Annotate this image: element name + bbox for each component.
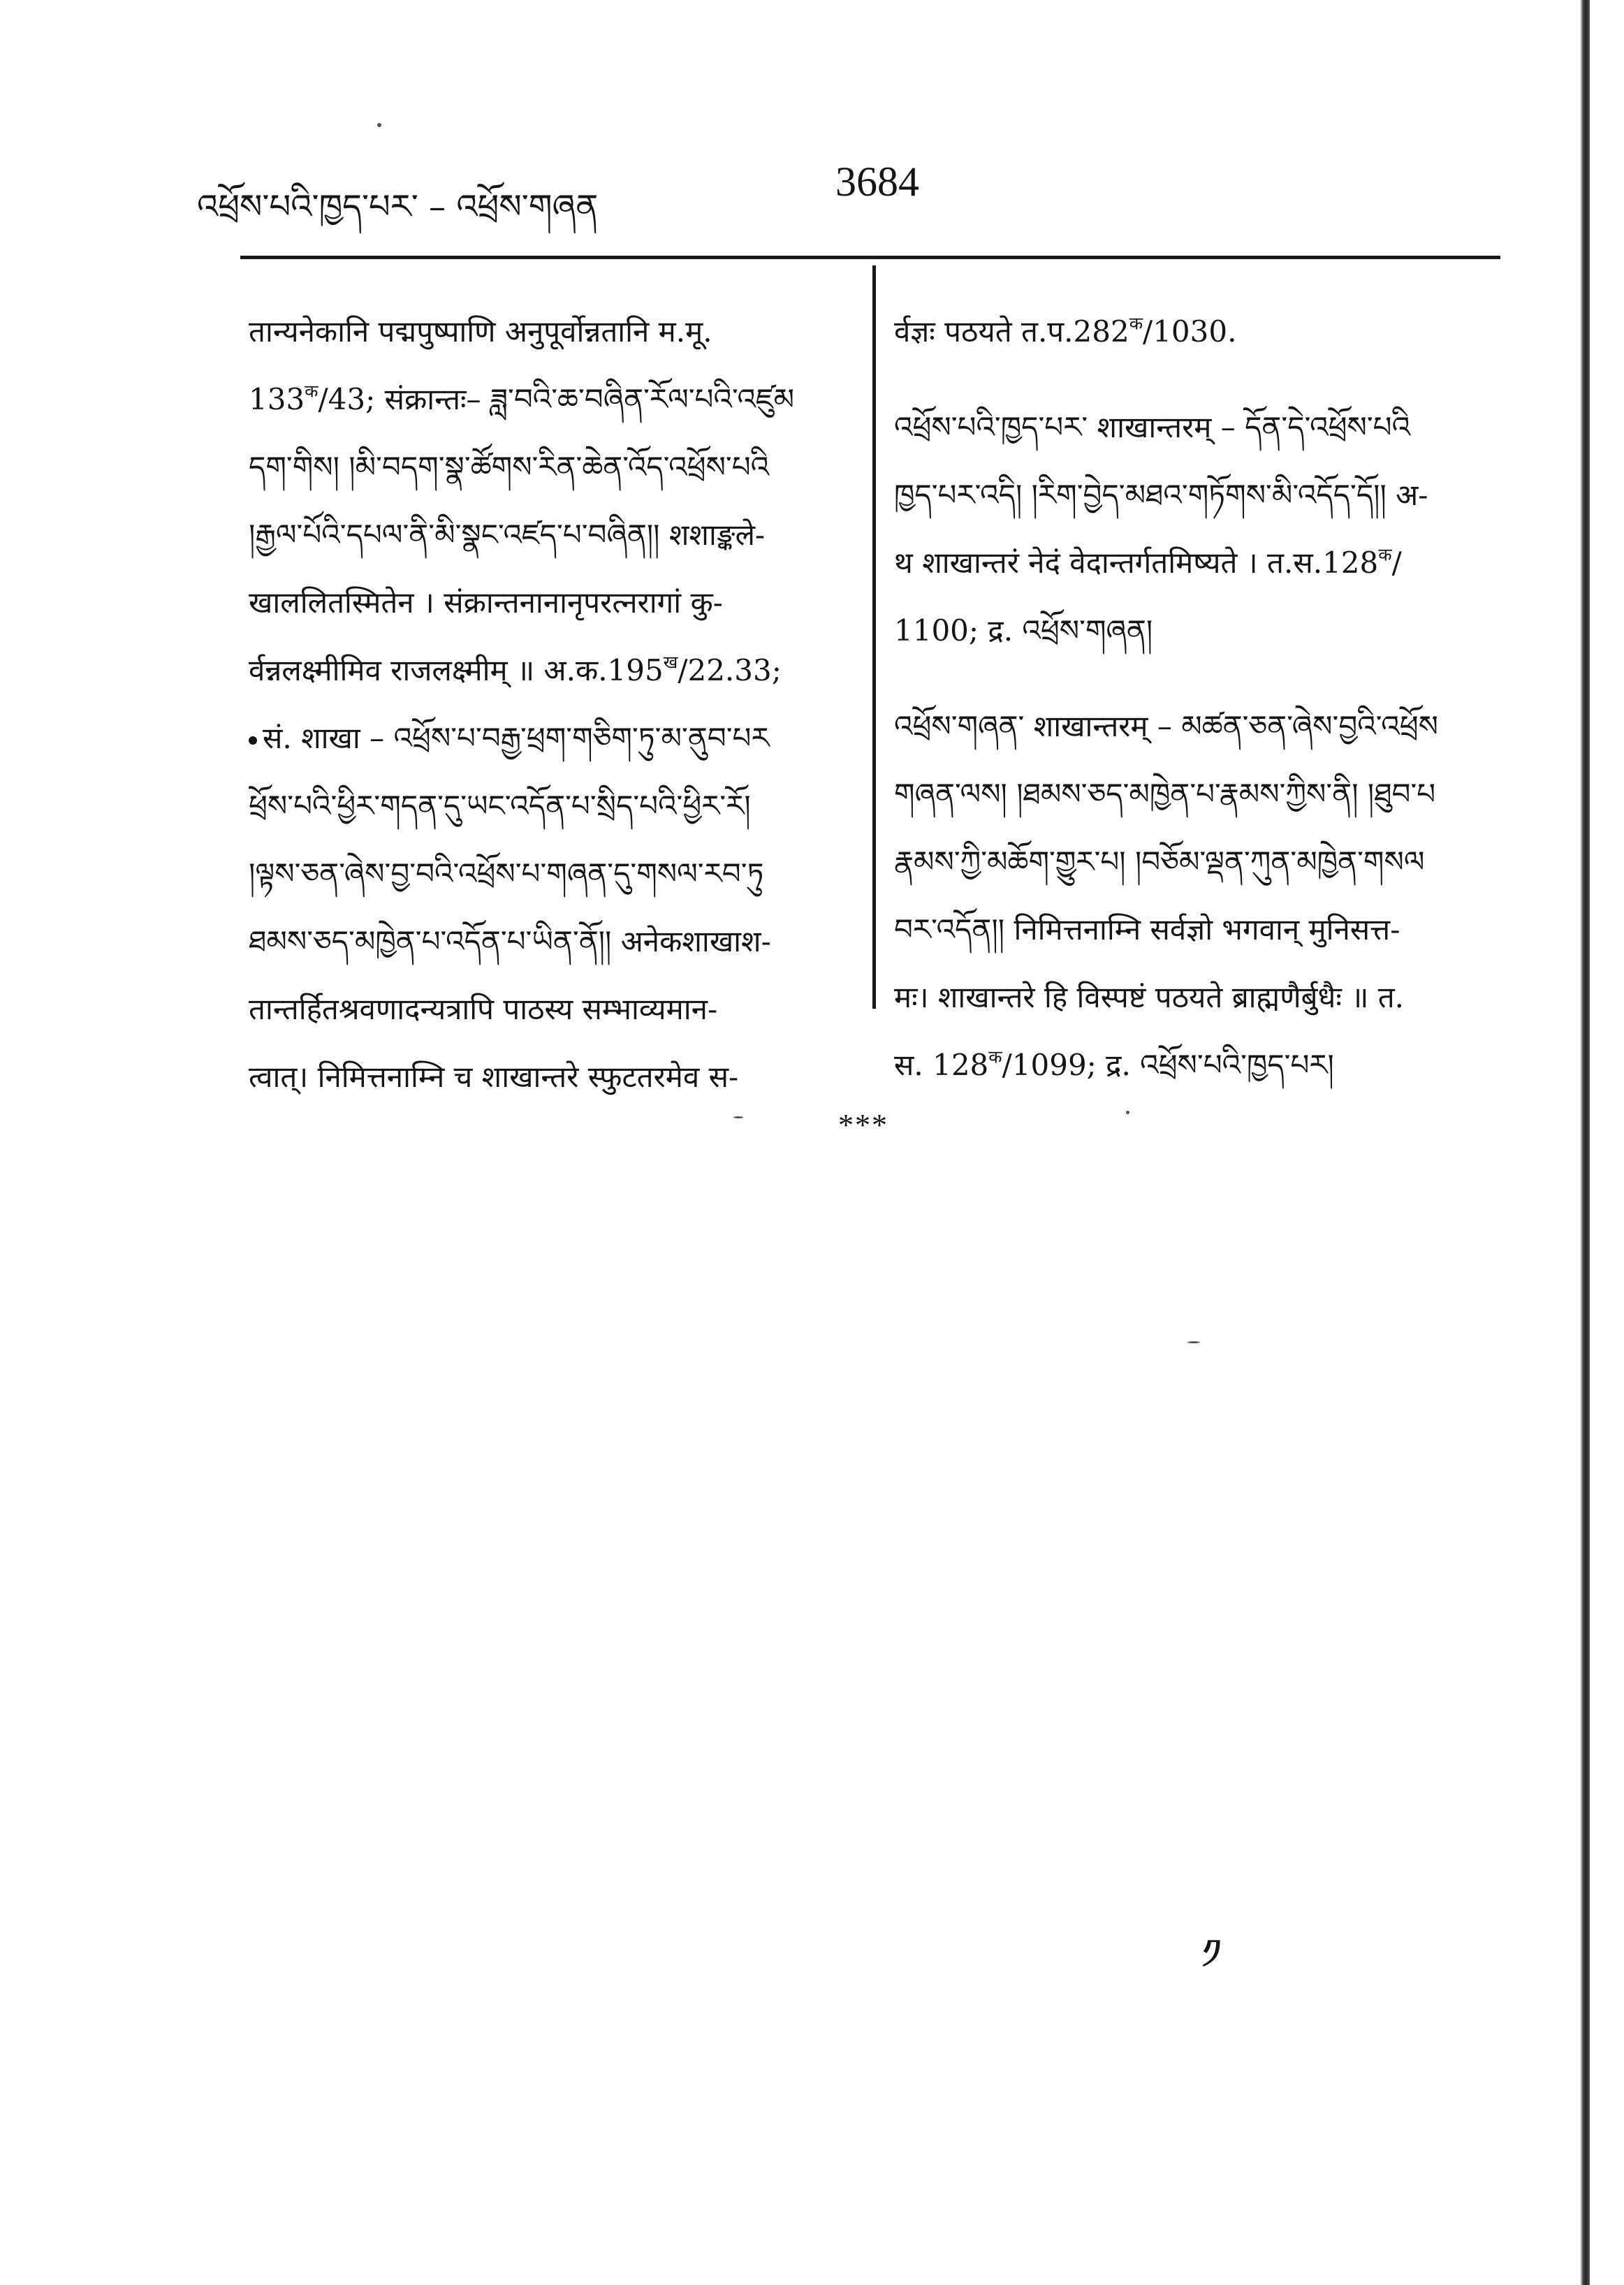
scan-speck	[377, 123, 381, 127]
end-of-section-mark: ***	[838, 1108, 888, 1142]
line-text-continued: /1099; द्र. འཕྲོས་པའི་ཁྱད་པར།	[1002, 1048, 1334, 1082]
text-line	[249, 433, 849, 501]
scan-speck	[1187, 1341, 1200, 1343]
line-text: དག་གིས། །མི་བདག་སྣ་ཚོགས་རིན་ཆེན་འོད་འཕྲོས་པའི	[249, 450, 770, 484]
line-text: །རྒྱལ་པོའི་དཔལ་ནི་མི་སྣང་འཛད་པ་བཞིན།། शशाङ्कले-	[249, 518, 766, 552]
text-line	[894, 461, 1509, 529]
line-text: །ལྟས་ཅན་ཞེས་བྱ་བའི་འཕྲོས་པ་གཞན་དུ་གསལ་རབ་ཏུ	[249, 856, 764, 891]
paragraph-gap	[894, 365, 1509, 393]
paragraph-gap	[894, 664, 1509, 692]
line-text-continued: /1030.	[1143, 314, 1237, 349]
column-divider	[872, 265, 876, 1009]
line-text-continued: /	[1391, 546, 1402, 580]
line-text: འཕྲོས་གཞན་ शाखान्तरम् – མཚན་ཅན་ཞེས་བྱའི་འཕྲོས	[894, 709, 1439, 743]
line-text: थ शाखान्तरं नेदं वेदान्तर्गतमिष्यते । त.स.128	[894, 546, 1379, 580]
scan-speck	[733, 1116, 743, 1118]
text-line	[894, 760, 1509, 828]
text-line	[249, 907, 849, 975]
line-text: स. 128	[894, 1048, 989, 1082]
line-text-continued: /22.33;	[678, 653, 782, 687]
text-line	[894, 963, 1509, 1031]
line-text: र्वन्नलक्ष्मीमिव राजलक्ष्मीम् ॥ अ.क.195	[249, 653, 664, 687]
text-line	[894, 393, 1509, 461]
text-line	[249, 1043, 849, 1111]
line-text: གཞན་ལས། །ཐམས་ཅད་མཁྱེན་པ་རྣམས་ཀྱིས་ནི། །ཐུབ་པ	[894, 777, 1436, 811]
line-text: खाललितस्मितेन । संक्रान्तनानानृपरत्नरागां कु-	[249, 585, 723, 620]
text-line	[894, 1031, 1509, 1099]
line-text: བར་འདོན།། निमित्तनाम्नि सर्वज्ञो भगवान् मुनिसत्त-	[894, 912, 1400, 947]
text-line	[249, 704, 849, 772]
line-text: र्वज्ञः पठयते त.प.282	[894, 314, 1129, 349]
page-number: 3684	[835, 159, 919, 205]
handwritten-mark: ༡	[1201, 1930, 1222, 1979]
line-text: त्वात्। निमित्तनाम्नि च शाखान्तरे स्फुटतरमेव स-	[249, 1060, 739, 1094]
line-text: मः। शाखान्तरे हि विस्पष्टं पठयते ब्राह्मणैर्बुधैः ॥ त.	[894, 980, 1405, 1014]
text-line	[249, 772, 849, 840]
text-line	[249, 840, 849, 907]
superscript: क	[1378, 544, 1392, 565]
text-line	[249, 365, 849, 433]
line-text: ཕྲོས་པའི་ཕྱིར་གདན་དུ་ཡང་འདོན་པ་སྲིད་པའི་ཕྱིར་རོ།	[249, 789, 751, 823]
line-text: 133	[249, 382, 305, 416]
left-column	[249, 298, 849, 1111]
text-line	[894, 896, 1509, 963]
text-line	[249, 298, 849, 365]
line-text: ཐམས་ཅད་མཁྱེན་པ་འདོན་པ་ཡིན་ནོ།། अनेकशाखाश-	[249, 924, 771, 958]
text-line	[249, 501, 849, 569]
line-text: རྣམས་ཀྱི་མཆོག་གྱུར་པ། །བཅོམ་ལྡན་ཀུན་མཁྱེན་གསལ	[894, 845, 1425, 879]
line-text: सं. शाखा – འཕྲོས་པ་བརྒྱ་ཕྲག་གཅིག་ཏུ་མ་ནུབ་པར	[263, 721, 770, 755]
text-line	[894, 298, 1509, 365]
text-line	[894, 828, 1509, 896]
text-line	[249, 569, 849, 636]
line-text: तान्तर्हितश्रवणादन्यत्रापि पाठस्य सम्भाव्यमान-	[249, 992, 718, 1026]
line-text: འཕྲོས་པའི་ཁྱད་པར་ शाखान्तरम् – དོན་དེ་འཕྲོས་པའི	[894, 410, 1411, 444]
line-text: ཁྱད་པར་འདི། །རིག་བྱེད་མཐའ་གཏོགས་མི་འདོད་དོ།། अ-	[894, 478, 1428, 512]
superscript: क	[988, 1046, 1002, 1067]
text-line	[894, 597, 1509, 664]
bullet-icon	[249, 736, 257, 745]
text-line	[249, 636, 849, 704]
text-line	[894, 692, 1509, 760]
binding-edge	[1580, 0, 1590, 2285]
header-rule	[240, 256, 1500, 259]
line-text-continued: /43; संक्रान्तः– ཟླ་བའི་ཆ་བཞིན་རོལ་པའི་འཛུམ	[318, 382, 795, 416]
line-text: तान्यनेकानि पद्मपुष्पाणि अनुपूर्वोन्नतानि म.मू.	[249, 314, 712, 349]
superscript: क	[1129, 313, 1143, 334]
right-column	[894, 298, 1509, 1099]
scan-speck	[1126, 1111, 1129, 1114]
text-line	[894, 529, 1509, 597]
superscript: ख	[663, 652, 678, 673]
text-line	[249, 975, 849, 1043]
line-text: 1100; द्र. འཕྲོས་གཞན།	[894, 613, 1153, 648]
running-header: འཕྲོས་པའི་ཁྱད་པར་ – འཕྲོས་གཞན	[197, 187, 599, 226]
superscript: क	[305, 381, 319, 402]
